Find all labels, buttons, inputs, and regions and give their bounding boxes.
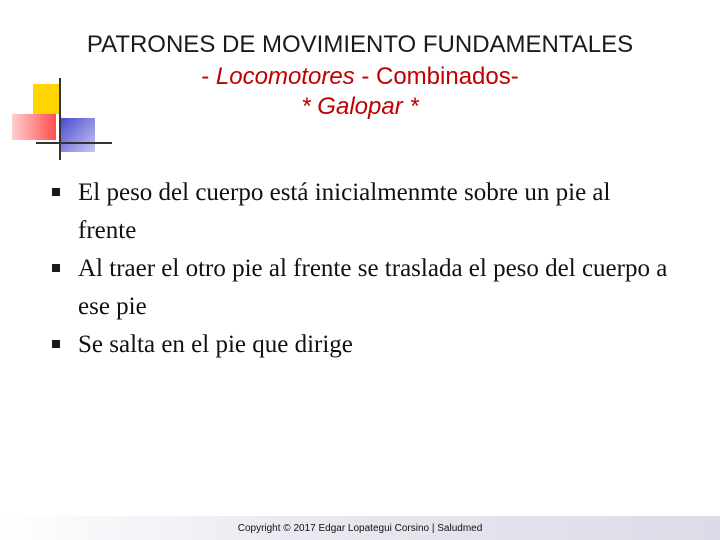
- bullet-item: [50, 174, 670, 250]
- title-subtitle-locomotores: Locomotores: [215, 63, 355, 90]
- bullet-text: Al traer el otro pie al frente se traslada el peso del cuerpo a ese pie: [78, 255, 668, 320]
- bullet-text: El peso del cuerpo está inicialmenmte sobre un pie al frente: [78, 179, 611, 244]
- square-bullet-icon: [52, 340, 60, 348]
- bullet-text: Se salta en el pie que dirige: [78, 331, 353, 358]
- blue-square: [61, 118, 95, 152]
- square-bullet-icon: [52, 264, 60, 272]
- title-subtitle-dash: -: [201, 63, 216, 90]
- square-bullet-icon: [52, 188, 60, 196]
- title-subtitle: [0, 62, 720, 92]
- bullet-item: [50, 250, 670, 326]
- title-main: PATRONES DE MOVIMIENTO FUNDAMENTALES: [86, 31, 634, 58]
- title-subtitle-combinados: - Combinados-: [354, 63, 519, 90]
- slide-title: [0, 28, 720, 122]
- bullet-list: [50, 174, 670, 364]
- bullet-item: [50, 326, 670, 364]
- title-topic: * Galopar *: [301, 93, 419, 120]
- copyright-text: Copyright © 2017 Edgar Lopategui Corsino | Saludmed: [237, 523, 483, 534]
